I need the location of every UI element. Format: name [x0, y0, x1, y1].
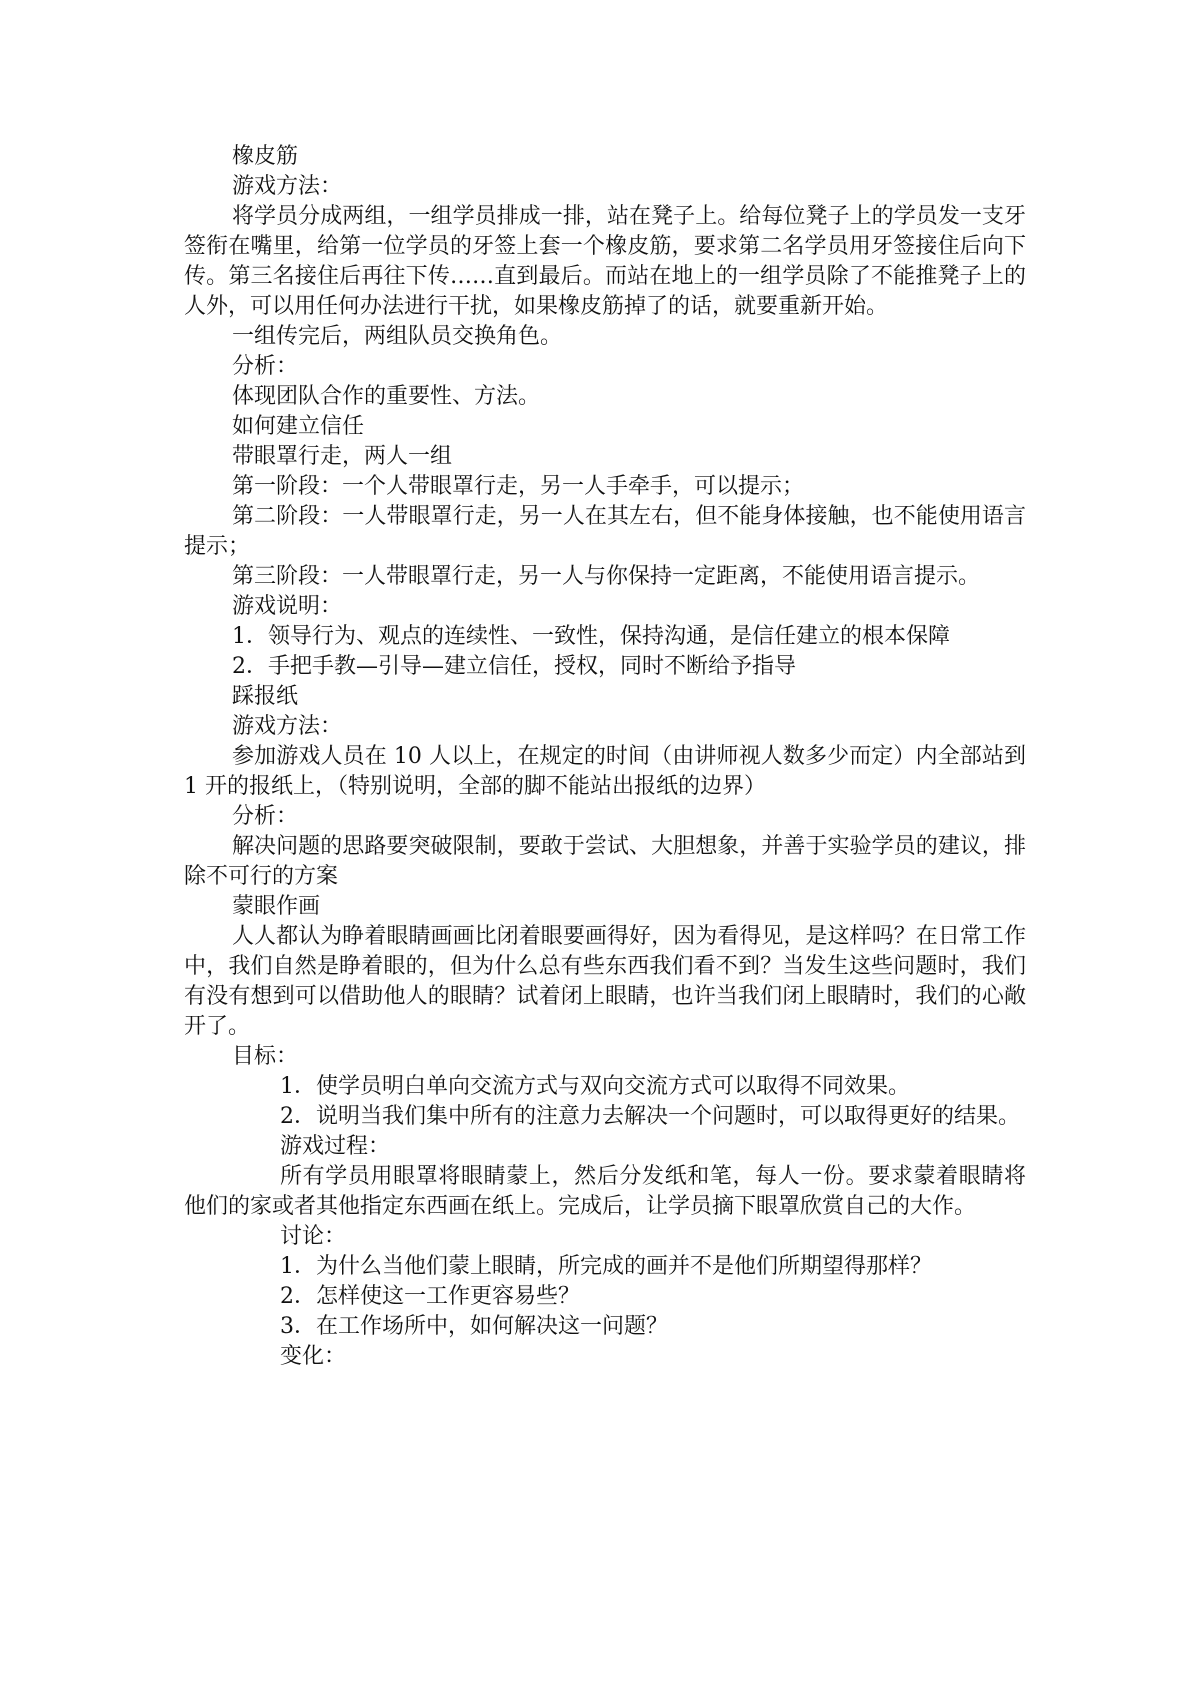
paragraph: 2．手把手教—引导—建立信任，授权，同时不断给予指导 — [232, 654, 796, 679]
paragraph: 1．为什么当他们蒙上眼睛，所完成的画并不是他们所期望得那样？ — [280, 1254, 932, 1279]
paragraph: 橡皮筋 — [232, 144, 299, 169]
document-body — [184, 142, 1026, 1372]
paragraph: 参加游戏人员在 10 人以上，在规定的时间（由讲师视人数多少而定）内全部站到 1 开的报纸上，（特别说明，全部的脚不能站出报纸的边界） — [184, 744, 1026, 799]
paragraph: 带眼罩行走，两人一组 — [232, 444, 453, 469]
paragraph: 将学员分成两组，一组学员排成一排，站在凳子上。给每位凳子上的学员发一支牙签衔在嘴里，给第一位学员的牙签上套一个橡皮筋，要求第二名学员用牙签接住后向下传。第三名接住后再往下传……直到最后。而站在地上的一组学员除了不能推凳子上的人外，可以用任何办法进行干扰，如果橡皮筋掉了的话，就要重新开始。 — [184, 204, 1026, 319]
paragraph: 第二阶段：一人带眼罩行走，另一人在其左右，但不能身体接触，也不能使用语言提示； — [184, 504, 1026, 559]
paragraph: 踩报纸 — [232, 684, 299, 709]
paragraph: 一组传完后，两组队员交换角色。 — [232, 324, 563, 349]
paragraph: 2．说明当我们集中所有的注意力去解决一个问题时，可以取得更好的结果。 — [280, 1104, 1020, 1129]
paragraph: 游戏过程： — [280, 1134, 391, 1159]
paragraph: 体现团队合作的重要性、方法。 — [232, 384, 541, 409]
paragraph: 变化： — [280, 1344, 347, 1369]
paragraph: 蒙眼作画 — [232, 894, 321, 919]
paragraph: 如何建立信任 — [232, 414, 365, 439]
paragraph: 第三阶段：一人带眼罩行走，另一人与你保持一定距离，不能使用语言提示。 — [232, 564, 981, 589]
paragraph: 3．在工作场所中，如何解决这一问题？ — [280, 1314, 668, 1339]
paragraph: 讨论： — [280, 1224, 347, 1249]
paragraph: 游戏方法： — [232, 174, 343, 199]
paragraph: 解决问题的思路要突破限制，要敢于尝试、大胆想象，并善于实验学员的建议，排除不可行的方案 — [184, 834, 1026, 889]
paragraph: 所有学员用眼罩将眼睛蒙上，然后分发纸和笔，每人一份。要求蒙着眼睛将他们的家或者其他指定东西画在纸上。完成后，让学员摘下眼罩欣赏自己的大作。 — [184, 1164, 1026, 1219]
paragraph: 游戏方法： — [232, 714, 343, 739]
paragraph: 2．怎样使这一工作更容易些？ — [280, 1284, 580, 1309]
paragraph: 目标： — [232, 1044, 299, 1069]
paragraph: 第一阶段：一个人带眼罩行走，另一人手牵手，可以提示； — [232, 474, 805, 499]
paragraph: 1．使学员明白单向交流方式与双向交流方式可以取得不同效果。 — [280, 1074, 910, 1099]
paragraph: 1．领导行为、观点的连续性、一致性，保持沟通，是信任建立的根本保障 — [232, 624, 950, 649]
paragraph: 人人都认为睁着眼睛画画比闭着眼要画得好，因为看得见，是这样吗？在日常工作中，我们自然是睁着眼的，但为什么总有些东西我们看不到？当发生这些问题时，我们有没有想到可以借助他人的眼睛？试着闭上眼睛，也许当我们闭上眼睛时，我们的心敞开了。 — [184, 924, 1026, 1039]
paragraph: 分析： — [232, 354, 299, 379]
paragraph: 游戏说明： — [232, 594, 343, 619]
paragraph: 分析： — [232, 804, 299, 829]
